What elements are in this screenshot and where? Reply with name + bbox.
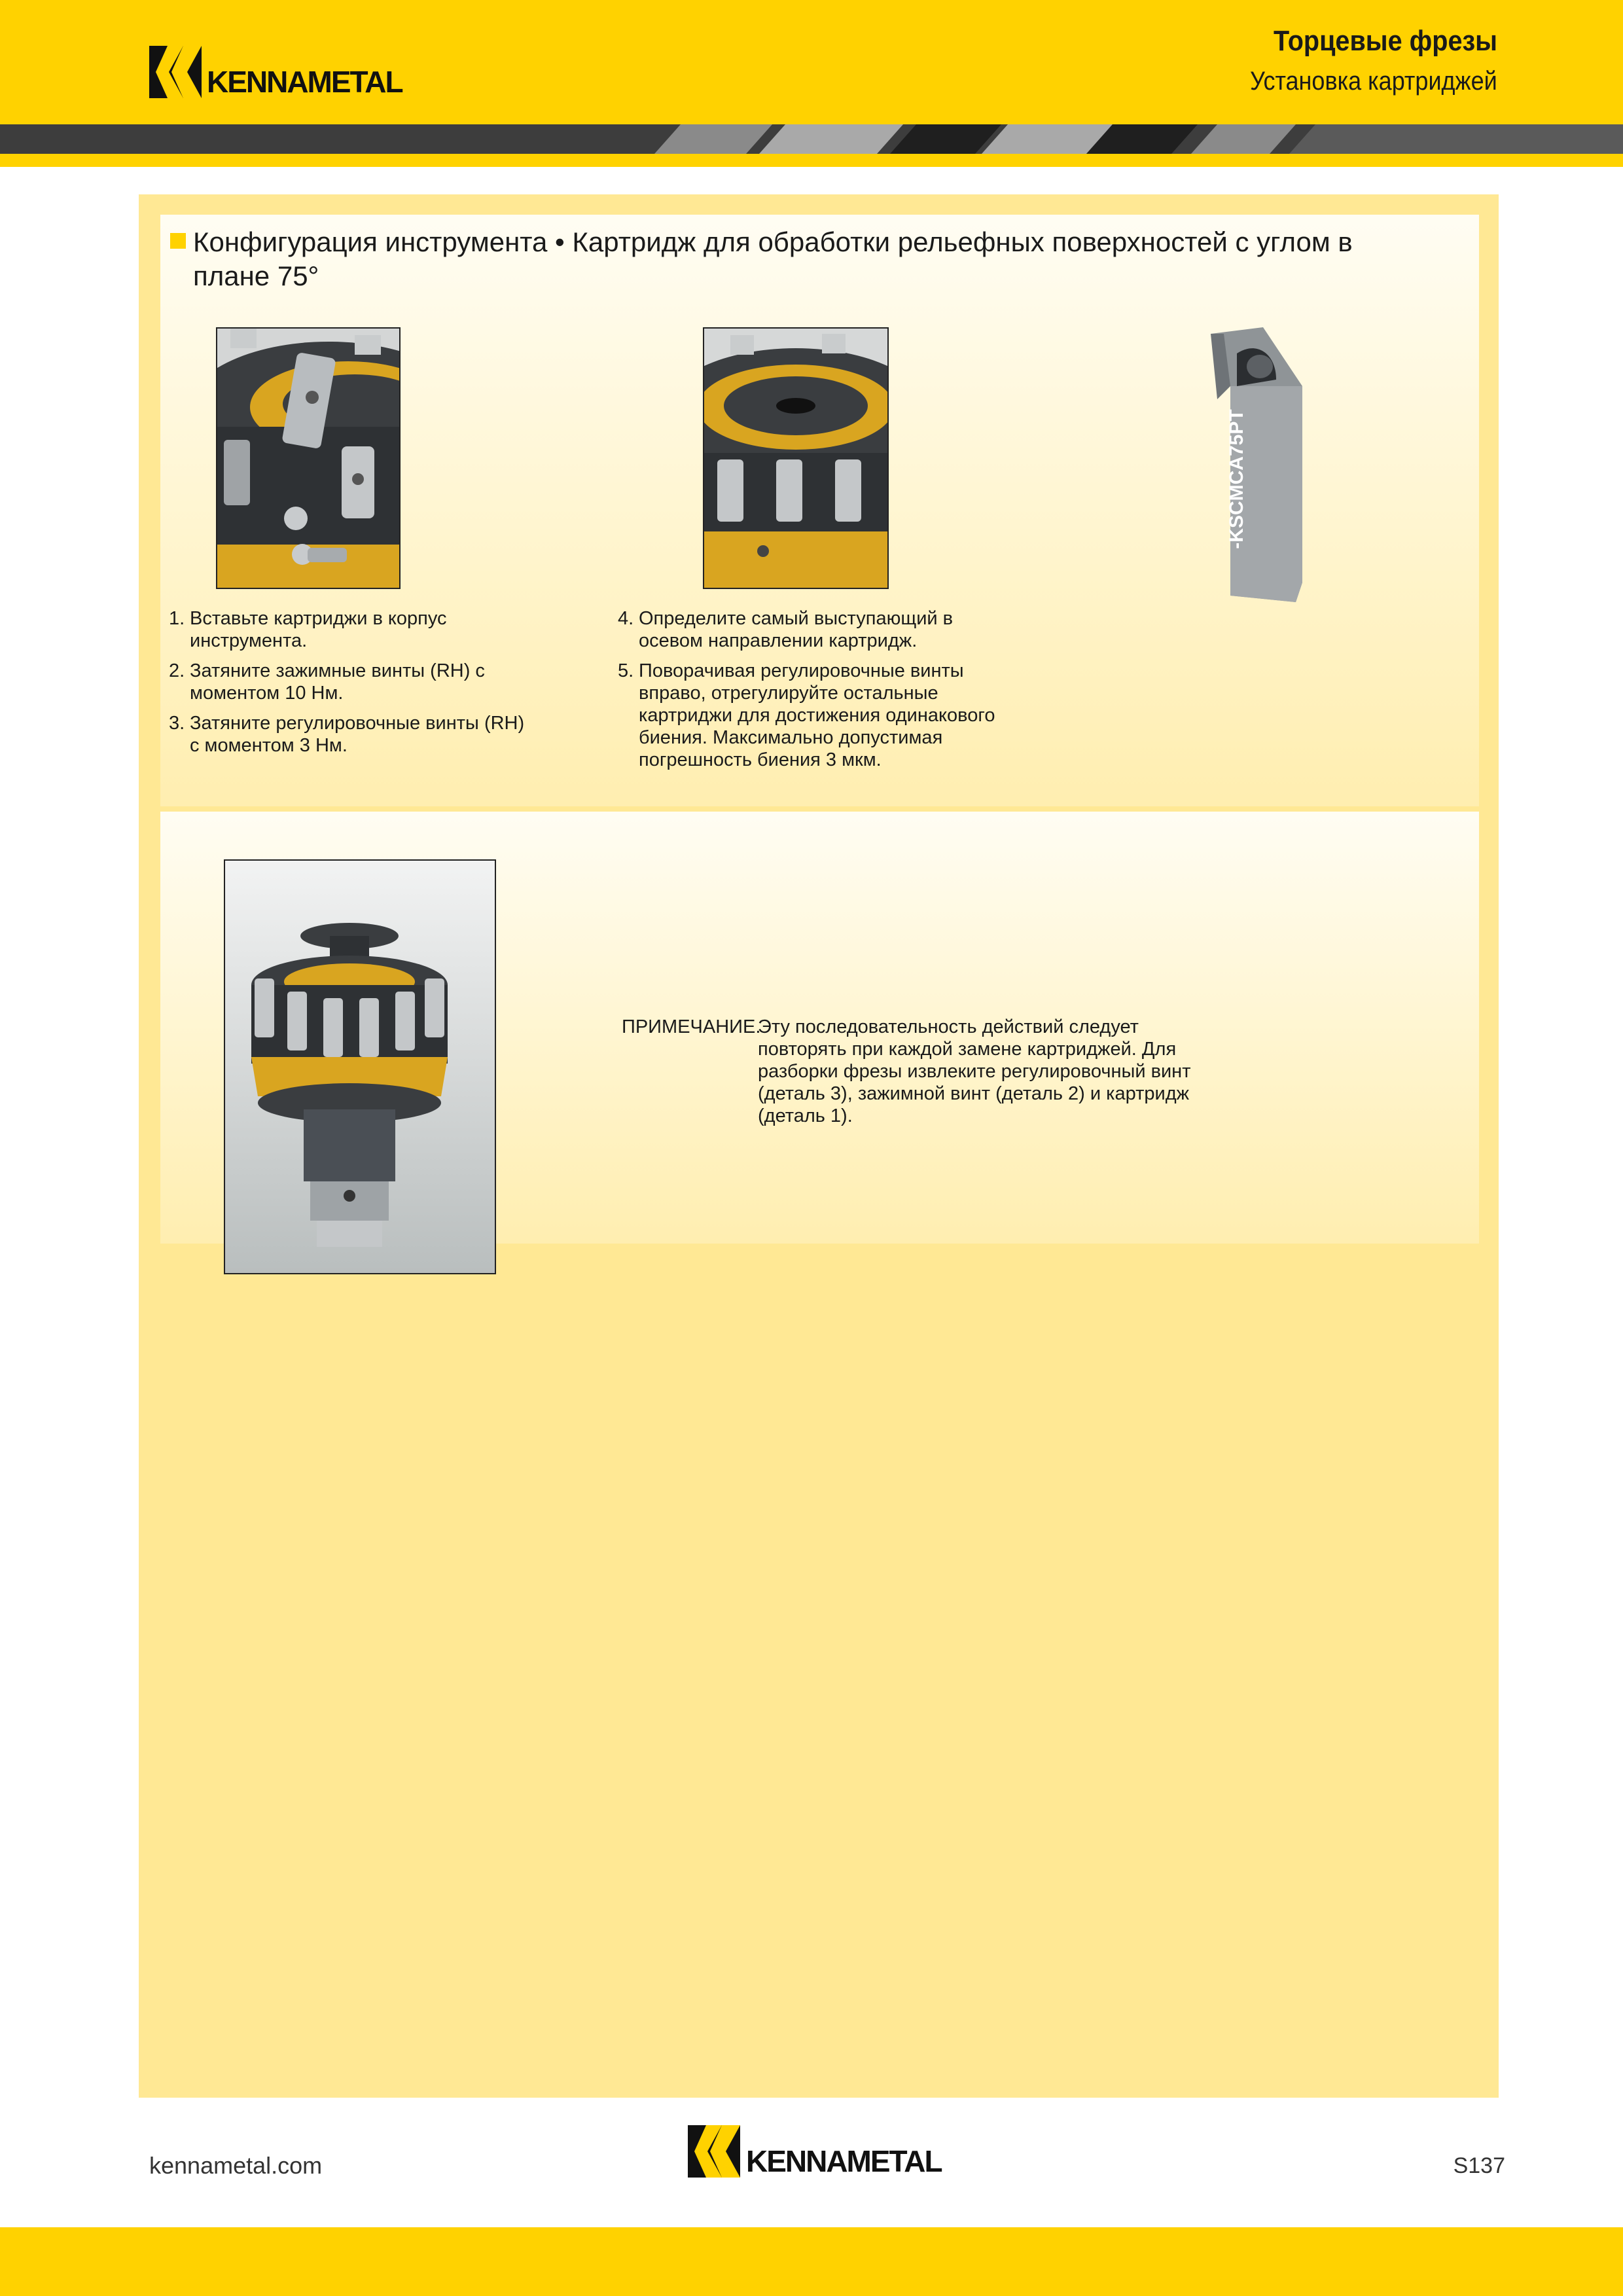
list-item [169, 607, 535, 652]
footer-website-link[interactable]: kennametal.com [149, 2152, 323, 2179]
footer-logo [687, 2124, 962, 2179]
steps-list-left [169, 607, 535, 764]
step-number: 3. [169, 713, 185, 734]
kennametal-k-icon [149, 46, 202, 98]
note-label: ПРИМЕЧАНИЕ. [622, 1016, 761, 1037]
cartridge-icon [1198, 327, 1315, 602]
step-number: 1. [169, 608, 185, 629]
header-subtitle: Установка картриджей [1250, 67, 1497, 96]
steps-list-right [618, 607, 997, 779]
list-item [618, 607, 997, 652]
step-number: 4. [618, 608, 634, 629]
photo-adjust-runout [703, 327, 889, 589]
photo-insert-cartridge [216, 327, 401, 589]
milling-body-adjusted-image [704, 329, 887, 588]
step-text: Вставьте картриджи в корпус инструмента. [190, 608, 447, 651]
step-text: Затяните регулировочные винты (RH) с моментом 3 Нм. [190, 713, 525, 756]
list-item [618, 660, 997, 771]
footer-band [0, 2227, 1623, 2296]
section-title: Конфигурация инструмента • Картридж для обработки рельефных поверхностей с углом в плане 75° [193, 226, 1353, 291]
step-number: 5. [618, 660, 634, 681]
header-stripe-underline [0, 154, 1623, 167]
list-item [169, 660, 535, 704]
assembled-face-mill-image [225, 861, 495, 1273]
footer-brand-text: KENNAMETAL [746, 2144, 942, 2178]
step-text: Затяните зажимные винты (RH) с моментом 10 Нм. [190, 660, 485, 704]
list-item [169, 712, 535, 757]
milling-body-closeup-image [217, 329, 399, 588]
step-number: 2. [169, 660, 185, 681]
step-text: Поворачивая регулировочные винты вправо, отрегулируйте остальные картриджи для достижения одинакового биения. Максимально допустимая погрешность биения 3 мкм. [639, 660, 995, 770]
cartridge-illustration [1198, 327, 1315, 602]
section-bullet-icon [170, 233, 186, 249]
photo-assembled-cutter [224, 859, 496, 1274]
header-title: Торцевые фрезы [1274, 25, 1497, 57]
header-brand-text: KENNAMETAL [207, 65, 402, 99]
header-stripe [0, 124, 1623, 154]
note-text: Эту последовательность действий следует повторять при каждой замене картриджей. Для разборки фрезы извлеките регулировочный винт (деталь 3), зажимной винт (деталь 2) и картридж (деталь 1). [758, 1016, 1191, 1126]
header-logo [149, 45, 424, 99]
cartridge-label: -KSCMCA75PT [1226, 409, 1247, 549]
step-text: Определите самый выступающий в осевом направлении картридж. [639, 608, 954, 651]
diagonal-stripe-pattern [0, 124, 1623, 154]
page-number: S137 [1453, 2153, 1505, 2178]
kennametal-k-icon [687, 2125, 741, 2178]
